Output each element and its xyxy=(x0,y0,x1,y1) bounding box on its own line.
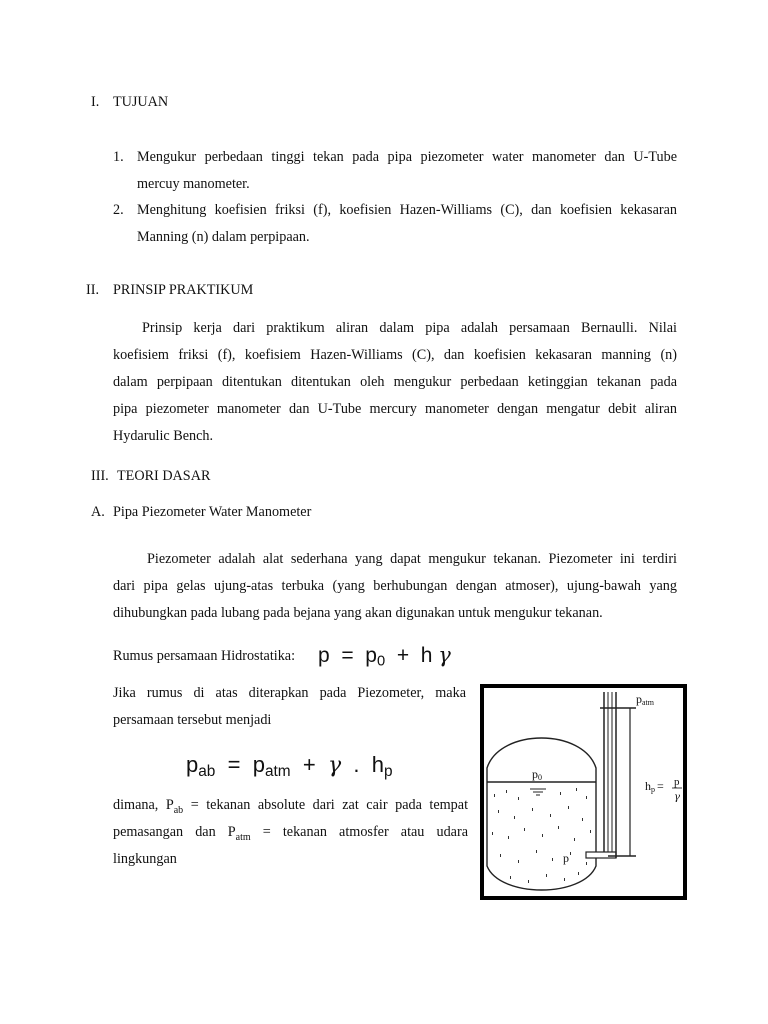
subsection-a-paragraph: Piezometer adalah alat sederhana yang dapat mengukur tekanan. Piezometer ini terdiri dari pipa gelas ujung-atas terbuka (yang berhubungan dengan atmoser), ujung-bawah yang dihubungkan pada lubang pada bejana yang akan digunakan untuk mengukur tekanan. xyxy=(113,551,677,621)
list-item-2-number: 2. xyxy=(113,202,124,218)
hp-label: hp = xyxy=(645,779,664,794)
section-3-number: III. xyxy=(91,468,109,484)
p-label: p xyxy=(563,851,569,865)
list-item-2-text: Menghitung koefisien friksi (f), koefisien Hazen-Williams (C), dan koefisien kekasaran Manning (n) dalam perpipaan. xyxy=(137,202,677,245)
p0-label: p0 xyxy=(532,767,542,782)
section-2-number: II. xyxy=(86,282,99,298)
vessel-outline xyxy=(487,738,596,890)
section-3-title: TEORI DASAR xyxy=(117,468,211,484)
subsection-a-title: Pipa Piezometer Water Manometer xyxy=(113,504,312,520)
apply-paragraph: Jika rumus di atas diterapkan pada Piezometer, maka persamaan tersebut menjadi xyxy=(113,685,466,728)
formula-label: Rumus persamaan Hidrostatika: xyxy=(113,648,296,664)
patm-label: patm xyxy=(636,692,654,707)
list-item-1-text: Mengukur perbedaan tinggi tekan pada pipa piezometer water manometer dan U-Tube mercuy manometer. xyxy=(137,149,677,192)
fraction-numerator: p xyxy=(674,776,680,788)
section-1-title: TUJUAN xyxy=(113,94,169,110)
piezometer-equation: $p_{ab} = p_{atm} + \gamma$ . $h_p$ xyxy=(186,752,393,780)
section-1-number: I. xyxy=(91,94,100,110)
list-item-1-number: 1. xyxy=(113,149,124,165)
hydrostatic-equation: $p = p_0 + h$ γ xyxy=(318,643,451,670)
fraction-denominator: γ xyxy=(674,792,680,803)
piezometer-diagram xyxy=(480,684,687,900)
subsection-a-letter: A. xyxy=(91,504,105,520)
section-2-title: PRINSIP PRAKTIKUM xyxy=(113,282,254,298)
where-paragraph: dimana, $P_{ab}$ = tekanan absolute dari zat cair pada tempat pemasangan dan $P_{atm}$ = tekanan atmosfer atau udara lingkungan xyxy=(113,797,469,867)
connection-pipe xyxy=(586,852,616,858)
section-2-paragraph: Prinsip kerja dari praktikum aliran dalam pipa adalah persamaan Bernaulli. Nilai koefisiem friksi (f), koefisiem Hazen-Williams (C), dan koefisien kekasaran manning (n) dalam perpipaan ditentukan ditentukan oleh mengukur perbedaan ketinggian tekanan pada pipa piezometer manometer dan U-Tube mercury manometer dengan mengatur debit aliran Hydarulic Bench. xyxy=(113,320,677,444)
